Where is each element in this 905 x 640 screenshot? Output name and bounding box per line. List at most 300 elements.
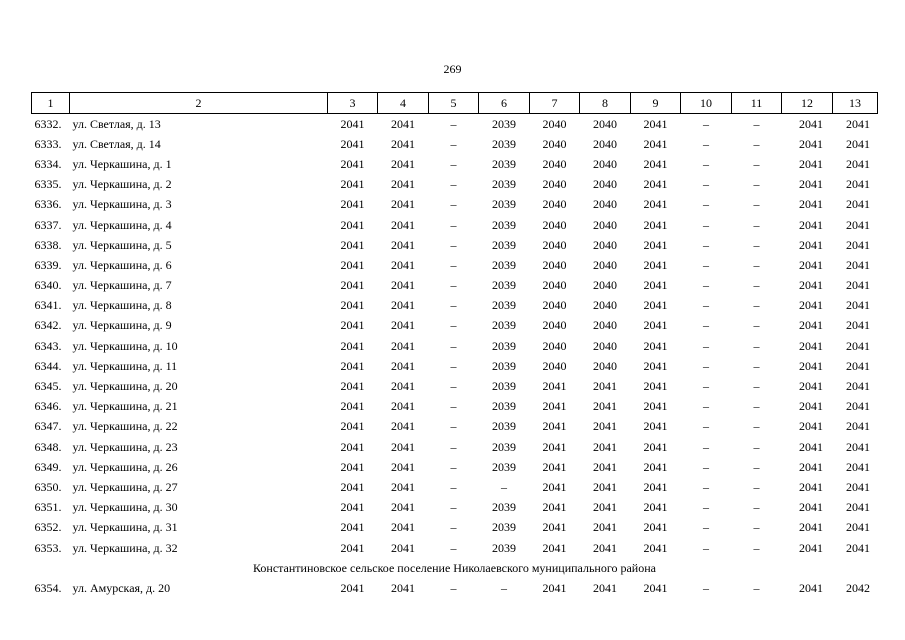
- year-cell: 2041: [643, 177, 668, 192]
- year-cell: 2041: [643, 540, 668, 555]
- year-cell: 2040: [593, 338, 617, 353]
- year-cell: –: [753, 358, 760, 373]
- year-cell: 2041: [391, 156, 415, 171]
- year-cell: 2041: [846, 439, 870, 454]
- year-cell: 2039: [492, 257, 516, 272]
- year-cell: 2041: [340, 580, 365, 595]
- year-cell: –: [753, 500, 760, 515]
- year-cell: 2041: [391, 278, 415, 293]
- year-cell: 2041: [643, 500, 668, 515]
- section-title: Константиновское сельское поселение Николаевского муниципального района: [253, 560, 656, 575]
- row-number: 6345.: [34, 379, 62, 394]
- year-cell: 2041: [846, 399, 870, 414]
- year-cell: 2041: [340, 257, 365, 272]
- table-row: [32, 235, 878, 255]
- year-cell: 2039: [492, 520, 516, 535]
- year-cell: 2041: [846, 136, 870, 151]
- table-row: [32, 215, 878, 235]
- year-cell: –: [753, 116, 760, 131]
- year-cell: –: [450, 257, 457, 272]
- year-cell: 2041: [643, 136, 668, 151]
- year-cell: 2041: [391, 217, 415, 232]
- year-cell: 2040: [542, 116, 567, 131]
- year-cell: 2041: [340, 278, 365, 293]
- year-cell: 2041: [391, 459, 415, 474]
- year-cell: 2039: [492, 156, 516, 171]
- year-cell: 2041: [542, 399, 567, 414]
- year-cell: 2041: [643, 358, 668, 373]
- year-cell: 2041: [542, 580, 567, 595]
- year-cell: 2041: [643, 318, 668, 333]
- year-cell: 2041: [643, 379, 668, 394]
- address-cell: ул. Черкашина, д. 32: [72, 540, 178, 555]
- year-cell: 2041: [542, 540, 567, 555]
- year-cell: 2041: [391, 580, 415, 595]
- table-row: [32, 417, 878, 437]
- row-number: 6341.: [34, 298, 62, 313]
- year-cell: 2041: [846, 156, 870, 171]
- year-cell: 2040: [542, 358, 567, 373]
- table-row: [32, 477, 878, 497]
- year-cell: 2041: [799, 419, 823, 434]
- year-cell: 2041: [846, 237, 870, 252]
- year-cell: –: [753, 439, 760, 454]
- row-number: 6337.: [34, 217, 62, 232]
- address-cell: ул. Амурская, д. 20: [72, 580, 171, 595]
- year-cell: –: [703, 520, 709, 535]
- year-cell: 2041: [846, 358, 870, 373]
- row-number: 6335.: [34, 177, 62, 192]
- year-cell: 2041: [643, 257, 668, 272]
- year-cell: 2041: [846, 379, 870, 394]
- year-cell: 2041: [340, 177, 365, 192]
- year-cell: 2041: [643, 419, 668, 434]
- column-header: 13: [833, 93, 878, 114]
- year-cell: 2041: [542, 419, 567, 434]
- column-header: 12: [782, 93, 833, 114]
- year-cell: 2041: [593, 500, 617, 515]
- year-cell: 2041: [846, 298, 870, 313]
- table-header: [32, 93, 878, 114]
- year-cell: –: [753, 298, 760, 313]
- year-cell: 2039: [492, 379, 516, 394]
- year-cell: 2039: [492, 459, 516, 474]
- year-cell: 2041: [391, 338, 415, 353]
- row-number: 6344.: [34, 358, 62, 373]
- year-cell: –: [450, 136, 457, 151]
- column-header: 7: [530, 93, 580, 114]
- table-row: [32, 255, 878, 275]
- row-number: 6333.: [34, 136, 62, 151]
- year-cell: –: [703, 459, 709, 474]
- year-cell: –: [501, 580, 507, 595]
- year-cell: 2041: [340, 116, 365, 131]
- year-cell: –: [753, 177, 760, 192]
- year-cell: 2041: [846, 116, 870, 131]
- column-header: 5: [429, 93, 479, 114]
- column-header: 8: [580, 93, 631, 114]
- year-cell: 2041: [340, 419, 365, 434]
- year-cell: –: [753, 419, 760, 434]
- address-cell: ул. Черкашина, д. 2: [72, 177, 172, 192]
- year-cell: –: [703, 580, 709, 595]
- year-cell: 2041: [542, 500, 567, 515]
- year-cell: 2041: [391, 318, 415, 333]
- year-cell: 2041: [340, 197, 365, 212]
- year-cell: –: [703, 439, 709, 454]
- year-cell: –: [450, 197, 457, 212]
- year-cell: 2040: [542, 237, 567, 252]
- year-cell: 2041: [542, 379, 567, 394]
- year-cell: 2041: [846, 257, 870, 272]
- table-row: [32, 296, 878, 316]
- table-row: [32, 195, 878, 215]
- row-number: 6339.: [34, 257, 62, 272]
- year-cell: 2041: [846, 338, 870, 353]
- year-cell: 2041: [799, 379, 823, 394]
- year-cell: 2041: [643, 459, 668, 474]
- year-cell: 2040: [593, 298, 617, 313]
- column-header: 4: [378, 93, 429, 114]
- year-cell: 2041: [799, 459, 823, 474]
- year-cell: –: [450, 217, 457, 232]
- year-cell: –: [450, 459, 457, 474]
- year-cell: 2041: [391, 479, 415, 494]
- year-cell: 2041: [593, 439, 617, 454]
- year-cell: 2041: [391, 520, 415, 535]
- year-cell: 2040: [593, 136, 617, 151]
- row-number: 6334.: [34, 156, 62, 171]
- year-cell: 2041: [391, 177, 415, 192]
- table-row: [32, 336, 878, 356]
- year-cell: 2040: [542, 136, 567, 151]
- year-cell: 2041: [391, 500, 415, 515]
- table-row: [32, 175, 878, 195]
- year-cell: 2041: [340, 136, 365, 151]
- table-row: [32, 316, 878, 336]
- year-cell: –: [753, 338, 760, 353]
- address-cell: ул. Светлая, д. 14: [72, 136, 161, 151]
- year-cell: –: [450, 237, 457, 252]
- year-cell: 2041: [391, 257, 415, 272]
- year-cell: 2039: [492, 358, 516, 373]
- year-cell: –: [450, 500, 457, 515]
- year-cell: 2042: [846, 580, 870, 595]
- year-cell: 2041: [799, 358, 823, 373]
- address-cell: ул. Черкашина, д. 22: [72, 419, 178, 434]
- year-cell: –: [703, 156, 709, 171]
- year-cell: 2040: [593, 116, 617, 131]
- row-number: 6352.: [34, 520, 62, 535]
- year-cell: 2041: [542, 479, 567, 494]
- year-cell: 2040: [593, 177, 617, 192]
- table-row: [32, 437, 878, 457]
- address-cell: ул. Черкашина, д. 6: [72, 257, 172, 272]
- year-cell: –: [450, 116, 457, 131]
- year-cell: –: [753, 479, 760, 494]
- table-row: [32, 397, 878, 417]
- year-cell: 2040: [542, 278, 567, 293]
- year-cell: 2040: [593, 217, 617, 232]
- table-row: [32, 114, 878, 135]
- year-cell: 2039: [492, 540, 516, 555]
- table-row: [32, 134, 878, 154]
- row-number: 6350.: [34, 479, 62, 494]
- row-number: 6343.: [34, 338, 62, 353]
- table-row: [32, 154, 878, 174]
- year-cell: 2041: [643, 479, 668, 494]
- row-number: 6351.: [34, 500, 62, 515]
- row-number: 6332.: [34, 116, 62, 131]
- row-number: 6354.: [34, 580, 62, 595]
- year-cell: –: [450, 419, 457, 434]
- year-cell: 2039: [492, 278, 516, 293]
- year-cell: –: [450, 399, 457, 414]
- year-cell: –: [753, 257, 760, 272]
- page-number: 269: [443, 62, 462, 76]
- year-cell: –: [703, 479, 709, 494]
- year-cell: –: [703, 358, 709, 373]
- year-cell: –: [450, 580, 457, 595]
- year-cell: 2041: [846, 500, 870, 515]
- column-header: 3: [328, 93, 378, 114]
- table-row: [32, 457, 878, 477]
- year-cell: –: [450, 520, 457, 535]
- year-cell: 2041: [542, 439, 567, 454]
- year-cell: 2041: [643, 217, 668, 232]
- year-cell: 2041: [542, 520, 567, 535]
- year-cell: –: [450, 358, 457, 373]
- year-cell: 2041: [846, 459, 870, 474]
- year-cell: 2041: [799, 136, 823, 151]
- year-cell: –: [450, 540, 457, 555]
- year-cell: 2041: [340, 358, 365, 373]
- year-cell: –: [703, 419, 709, 434]
- year-cell: –: [703, 177, 709, 192]
- table-row: [32, 538, 878, 558]
- year-cell: 2041: [846, 217, 870, 232]
- column-header: 6: [479, 93, 530, 114]
- address-cell: ул. Черкашина, д. 10: [72, 338, 178, 353]
- year-cell: –: [703, 237, 709, 252]
- year-cell: 2041: [799, 520, 823, 535]
- year-cell: 2041: [340, 318, 365, 333]
- row-number: 6346.: [34, 399, 62, 414]
- column-header: 1: [32, 93, 70, 114]
- year-cell: 2041: [643, 278, 668, 293]
- year-cell: 2041: [846, 520, 870, 535]
- year-cell: 2041: [846, 197, 870, 212]
- year-cell: 2039: [492, 217, 516, 232]
- year-cell: 2041: [391, 197, 415, 212]
- year-cell: 2040: [593, 318, 617, 333]
- year-cell: –: [753, 217, 760, 232]
- year-cell: –: [450, 439, 457, 454]
- year-cell: 2041: [391, 358, 415, 373]
- year-cell: 2041: [799, 298, 823, 313]
- column-header: 10: [681, 93, 732, 114]
- year-cell: 2041: [799, 500, 823, 515]
- year-cell: 2040: [542, 298, 567, 313]
- year-cell: 2041: [799, 540, 823, 555]
- row-number: 6353.: [34, 540, 62, 555]
- year-cell: –: [703, 338, 709, 353]
- year-cell: 2041: [799, 257, 823, 272]
- column-header: 2: [70, 93, 328, 114]
- address-cell: ул. Черкашина, д. 3: [72, 197, 172, 212]
- year-cell: 2041: [846, 278, 870, 293]
- year-cell: –: [703, 298, 709, 313]
- year-cell: 2039: [492, 399, 516, 414]
- year-cell: –: [450, 278, 457, 293]
- year-cell: 2041: [799, 177, 823, 192]
- column-header: 9: [631, 93, 681, 114]
- section-row: [32, 558, 878, 578]
- year-cell: 2039: [492, 439, 516, 454]
- year-cell: –: [753, 520, 760, 535]
- address-cell: ул. Черкашина, д. 23: [72, 439, 178, 454]
- year-cell: –: [753, 156, 760, 171]
- year-cell: 2041: [799, 237, 823, 252]
- year-cell: –: [753, 580, 760, 595]
- year-cell: 2041: [391, 116, 415, 131]
- year-cell: –: [703, 136, 709, 151]
- year-cell: 2041: [799, 217, 823, 232]
- schedule-table: [31, 92, 878, 599]
- row-number: 6342.: [34, 318, 62, 333]
- year-cell: 2041: [340, 500, 365, 515]
- row-number: 6340.: [34, 278, 62, 293]
- row-number: 6348.: [34, 439, 62, 454]
- year-cell: –: [703, 399, 709, 414]
- year-cell: 2041: [799, 318, 823, 333]
- year-cell: 2041: [593, 379, 617, 394]
- year-cell: 2041: [340, 439, 365, 454]
- column-header: 11: [732, 93, 782, 114]
- year-cell: 2041: [643, 520, 668, 535]
- year-cell: 2041: [799, 338, 823, 353]
- year-cell: 2039: [492, 197, 516, 212]
- address-cell: ул. Черкашина, д. 26: [72, 459, 178, 474]
- year-cell: 2040: [593, 278, 617, 293]
- address-cell: ул. Черкашина, д. 21: [72, 399, 178, 414]
- table-body: [32, 114, 878, 599]
- year-cell: 2041: [542, 459, 567, 474]
- address-cell: ул. Черкашина, д. 30: [72, 500, 178, 515]
- year-cell: 2041: [846, 318, 870, 333]
- year-cell: –: [753, 197, 760, 212]
- year-cell: 2041: [391, 439, 415, 454]
- table-row: [32, 518, 878, 538]
- year-cell: –: [450, 379, 457, 394]
- year-cell: 2041: [340, 479, 365, 494]
- address-cell: ул. Черкашина, д. 31: [72, 520, 178, 535]
- year-cell: 2040: [593, 197, 617, 212]
- year-cell: 2040: [593, 237, 617, 252]
- year-cell: –: [450, 318, 457, 333]
- address-cell: ул. Черкашина, д. 27: [72, 479, 178, 494]
- address-cell: ул. Черкашина, д. 20: [72, 379, 178, 394]
- address-cell: ул. Черкашина, д. 5: [72, 237, 172, 252]
- year-cell: 2041: [340, 156, 365, 171]
- year-cell: 2040: [542, 318, 567, 333]
- table-row: [32, 356, 878, 376]
- year-cell: 2041: [593, 399, 617, 414]
- year-cell: 2041: [799, 439, 823, 454]
- address-cell: ул. Черкашина, д. 11: [72, 358, 178, 373]
- year-cell: 2041: [340, 379, 365, 394]
- year-cell: –: [450, 177, 457, 192]
- year-cell: 2041: [340, 298, 365, 313]
- address-cell: ул. Черкашина, д. 7: [72, 278, 172, 293]
- year-cell: 2041: [643, 116, 668, 131]
- year-cell: –: [703, 197, 709, 212]
- year-cell: 2041: [340, 399, 365, 414]
- year-cell: 2041: [643, 580, 668, 595]
- year-cell: –: [450, 156, 457, 171]
- row-number: 6338.: [34, 237, 62, 252]
- year-cell: –: [753, 318, 760, 333]
- year-cell: 2040: [542, 338, 567, 353]
- year-cell: 2041: [846, 479, 870, 494]
- row-number: 6336.: [34, 197, 62, 212]
- year-cell: –: [703, 217, 709, 232]
- year-cell: 2039: [492, 419, 516, 434]
- year-cell: 2041: [799, 399, 823, 414]
- year-cell: 2039: [492, 116, 516, 131]
- table-row: [32, 276, 878, 296]
- year-cell: 2041: [340, 459, 365, 474]
- year-cell: 2041: [643, 399, 668, 414]
- year-cell: 2041: [593, 479, 617, 494]
- year-cell: –: [450, 479, 457, 494]
- year-cell: 2041: [391, 379, 415, 394]
- table-row: [32, 578, 878, 598]
- year-cell: –: [753, 540, 760, 555]
- year-cell: 2041: [340, 217, 365, 232]
- year-cell: 2041: [643, 298, 668, 313]
- year-cell: –: [450, 298, 457, 313]
- table-row: [32, 376, 878, 396]
- year-cell: 2041: [643, 439, 668, 454]
- year-cell: 2041: [340, 237, 365, 252]
- year-cell: –: [703, 278, 709, 293]
- year-cell: 2040: [542, 177, 567, 192]
- year-cell: 2041: [593, 419, 617, 434]
- year-cell: 2041: [846, 177, 870, 192]
- year-cell: –: [703, 257, 709, 272]
- year-cell: –: [703, 379, 709, 394]
- table-row: [32, 498, 878, 518]
- year-cell: 2041: [846, 419, 870, 434]
- year-cell: 2041: [391, 298, 415, 313]
- address-cell: ул. Черкашина, д. 4: [72, 217, 172, 232]
- year-cell: –: [450, 338, 457, 353]
- year-cell: 2041: [799, 479, 823, 494]
- year-cell: 2040: [542, 257, 567, 272]
- year-cell: 2041: [391, 136, 415, 151]
- year-cell: –: [753, 237, 760, 252]
- year-cell: 2041: [593, 459, 617, 474]
- year-cell: 2041: [643, 338, 668, 353]
- address-cell: ул. Черкашина, д. 1: [72, 156, 172, 171]
- year-cell: 2040: [542, 197, 567, 212]
- year-cell: –: [753, 379, 760, 394]
- year-cell: 2041: [593, 540, 617, 555]
- year-cell: 2041: [340, 540, 365, 555]
- year-cell: –: [703, 116, 709, 131]
- year-cell: 2041: [391, 540, 415, 555]
